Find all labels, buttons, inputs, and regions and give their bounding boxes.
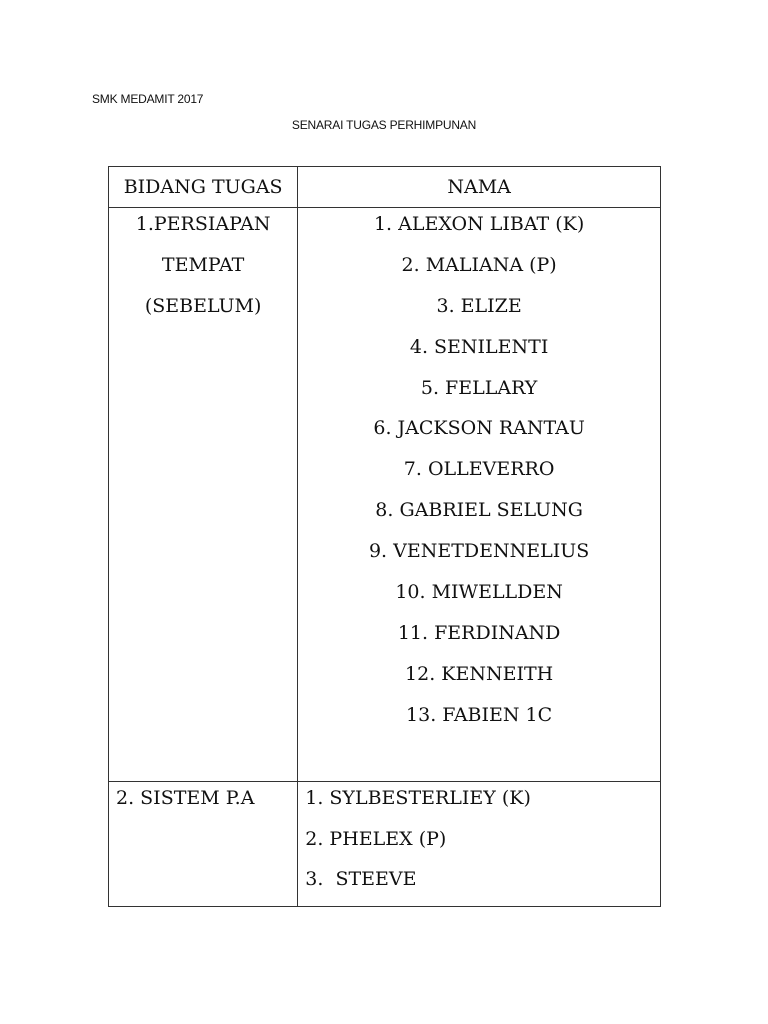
column-header-bidang: BIDANG TUGAS (109, 167, 298, 208)
name-item: 6. JACKSON RANTAU (373, 417, 585, 440)
bidang-line: 1.PERSIAPAN (135, 213, 271, 235)
name-item: 12. KENNEITH (405, 662, 554, 685)
name-item: 7. OLLEVERRO (403, 458, 555, 481)
name-item: 13. FABIEN 1C (406, 703, 553, 726)
nama-cell (298, 208, 661, 782)
document-title: SENARAI TUGAS PERHIMPUNAN (291, 118, 477, 132)
column-header-nama: NAMA (298, 167, 661, 208)
bidang-line: (SEBELUM) (144, 294, 262, 317)
school-name: SMK MEDAMIT 2017 (92, 92, 204, 106)
bidang-line: TEMPAT (161, 253, 245, 276)
name-item: 4. SENILENTI (409, 335, 549, 358)
table-row (109, 782, 661, 907)
name-item: 1. ALEXON LIBAT (K) (373, 213, 585, 235)
nama-cell (298, 782, 661, 907)
table-header-row (109, 167, 661, 208)
bidang-cell (109, 782, 298, 907)
bidang-line: 2. SISTEM P.A (116, 787, 255, 809)
name-item: 2. MALIANA (P) (401, 253, 557, 276)
name-item: 11. FERDINAND (397, 621, 561, 644)
name-item: 10. MIWELLDEN (395, 581, 563, 604)
table-row (109, 208, 661, 782)
name-item: 9. VENETDENNELIUS (368, 540, 590, 563)
name-item: 5. FELLARY (420, 376, 538, 399)
bidang-cell (109, 208, 298, 782)
name-item: 2. PHELEX (P) (305, 827, 447, 850)
name-item: 3. ELIZE (436, 294, 522, 317)
duty-table (108, 166, 661, 907)
name-item: 8. GABRIEL SELUNG (375, 499, 583, 522)
name-item: 1. SYLBESTERLIEY (K) (305, 787, 531, 809)
name-item: 3. STEEVE (305, 868, 417, 890)
